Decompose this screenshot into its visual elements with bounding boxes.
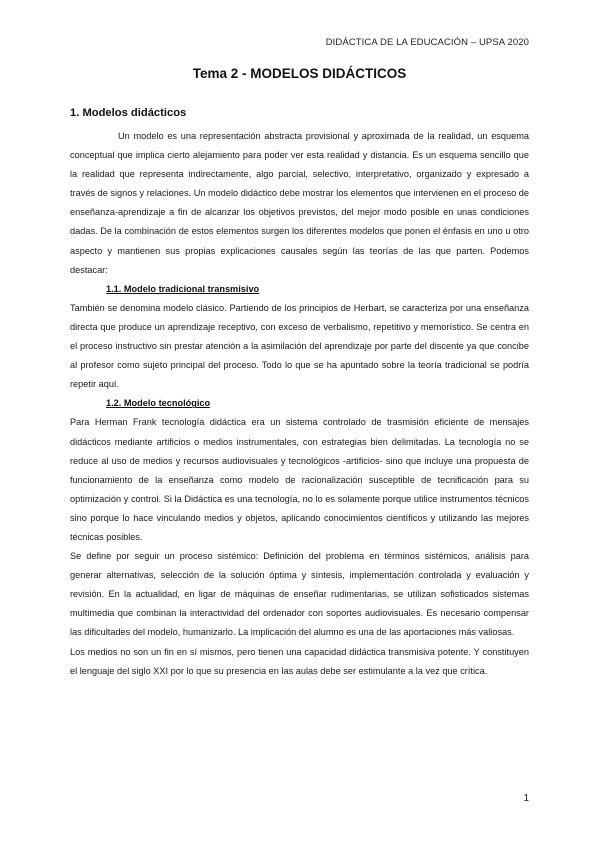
page-title: Tema 2 - MODELOS DIDÁCTICOS xyxy=(192,66,407,81)
intro-paragraph: Un modelo es una representación abstracta provisional y aproximada de la realidad, un esquema conceptual que implica cierto alejamiento para poder ver esta realidad y distancia. Es un esquema sencillo que la realidad que representa indirectamente, algo parcial, selectivo, interpretativo, organizado y expresado a través de signos y relaciones. Un modelo didáctico debe mostrar los elementos que intervienen en el proceso de enseñanza-aprendizaje a fin de alcanzar los objetivos previstos, del mejor modo posible en unas condiciones dadas. De la combinación de estos elementos surgen los diferentes modelos que ponen el énfasis en uno u otro aspecto y mantienen sus propias explicaciones causales según las teorías de las que parten. Podemos destacar: xyxy=(70,131,529,275)
subsection-heading-technological: 1.2. Modelo tecnológico xyxy=(106,398,211,409)
section-heading: 1. Modelos didácticos xyxy=(70,107,187,119)
page-number: 1 xyxy=(523,793,529,804)
paragraph-technological-3: Los medios no son un fin en sí mismos, pero tienen una capacidad didáctica transmisiva potente. Y constituyen el lenguaje del siglo XXI por lo que su presencia en las aulas debe ser estimulante a la vez que crítica. xyxy=(70,646,529,676)
document-body xyxy=(70,104,529,681)
running-header: DIDÁCTICA DE LA EDUCACIÓN – UPSA 2020 xyxy=(325,37,529,48)
paragraph-traditional: También se denomina modelo clásico. Partiendo de los principios de Herbart, se caracteriza por una enseñanza directa que produce un aprendizaje receptivo, con exceso de verbalismo, repetitivo y memorístico. Se centra en el proceso instructivo sin prestar atención a la asimilación del aprendizaje por parte del discente ya que concibe al profesor como sujeto principal del proceso. Todo lo que se ha apuntado sobre la teoría tradicional se podría repetir aquí. xyxy=(70,302,529,390)
paragraph-technological-2: Se define por seguir un proceso sistémico: Definición del problema en términos sistémicos, análisis para generar alternativas, selección de la solución óptima y síntesis, implementación controlada y evaluación y revisión. En la actualidad, en ligar de máquinas de enseñar rudimentarias, se utilizan sofisticados sistemas multimedia que combinan la interactividad del ordenador con soportes audiovisuales. Es necesario compensar las dificultades del modelo, humanizarlo. La implicación del alumno es una de las aportaciones más valiosas. xyxy=(70,551,529,638)
subsection-heading-traditional: 1.1. Modelo tradicional transmisivo xyxy=(106,283,260,294)
paragraph-technological-1: Para Herman Frank tecnología didáctica era un sistema controlado de trasmisión eficiente de mensajes didácticos mediante artificios o medios instrumentales, con estrategias bien delimitadas. La tecnología no se reduce al uso de medios y recursos audiovisuales y tecnológicos -artificios- sino que incluye una propuesta de funcionamiento de la enseñanza como modelo de racionalización susceptible de tecnificación para su optimización y control. Si la Didáctica es una tecnología, no lo es solamente porque utilice instrumentos técnicos sino porque lo hace vinculando medios y objetos, aplicando conocimientos científicos y utilizando las mejores técnicas posibles. xyxy=(70,417,529,542)
